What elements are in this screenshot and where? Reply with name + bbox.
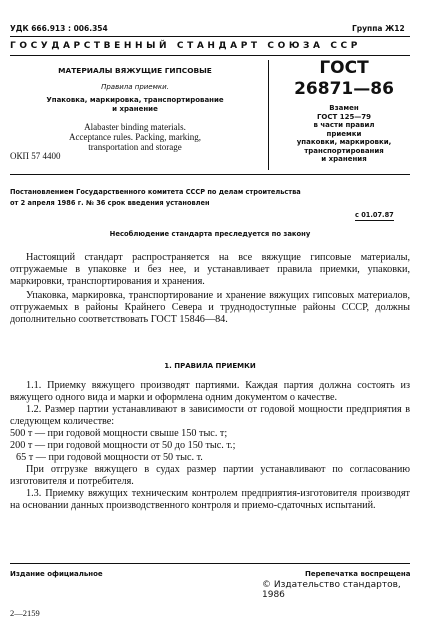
gost-replaces-5: упаковки, маркировки, <box>296 138 392 146</box>
clause-1-2-shipping: При отгрузке вяжущего в судах размер партии устанавливают по согласованию изготовителя и потребителя. <box>10 464 410 487</box>
list-item: 65 т — при годовой мощности от 50 тыс. т. <box>16 452 203 463</box>
intro-text <box>10 252 410 326</box>
decree-line-2: от 2 апреля 1986 г. № 36 срок введения установлен <box>10 199 210 207</box>
decree-date: с 01.07.87 <box>355 211 394 219</box>
gost-replaces-6: транспортирования <box>304 146 384 155</box>
decree-line-1: Постановлением Государственного комитета СССР по делам строительства <box>10 188 301 196</box>
page-mark: 2—2159 <box>10 608 40 618</box>
legal-notice: Несоблюдение стандарта преследуется по закону <box>109 230 311 238</box>
section-1-body <box>10 380 410 512</box>
gost-replaces-3: в части правил <box>313 121 375 129</box>
gost-replaces-1: Взамен <box>329 104 359 112</box>
copyright: © Издательство стандартов, 1986 <box>262 580 401 600</box>
standard-title: ГОСУДАРСТВЕННЫЙ СТАНДАРТ СОЮЗА ССР <box>10 41 361 51</box>
title-en-3: transportation and storage <box>88 142 182 152</box>
list-item: 500 т — при годовой мощности свыше 150 тыс. т; <box>10 428 228 439</box>
reprint-notice: Перепечатка воспрещена <box>305 570 411 578</box>
gost-divider <box>268 60 269 170</box>
udc-code: УДК 666.913 : 006.354 <box>10 24 108 33</box>
title-en-1: Alabaster binding materials. <box>84 122 186 132</box>
clause-1-3: 1.3. Приемку вяжущих техническим контролем предприятия-изготовителя производят на основании данных производственного контроля и приемо-сдаточных испытаний. <box>10 488 410 511</box>
header-rule-top <box>10 36 410 37</box>
header-rule-bottom <box>10 55 410 56</box>
gost-replaces-4: приемки <box>326 129 362 138</box>
footer-rule <box>10 563 410 564</box>
intro-paragraph-2: Упаковка, маркировка, транспортирование и хранение вяжущих гипсовых материалов, отгружаемых в районы Крайнего Севера и труднодоступные районы СССР, должны дополнительно соответствовать ГОСТ 15846—84. <box>10 290 410 325</box>
section-1-heading: 1. ПРАВИЛА ПРИЕМКИ <box>164 362 256 370</box>
subtitle-ru-2: Упаковка, маркировка, транспортирование <box>46 96 224 104</box>
gost-replaces-2: ГОСТ 125—79 <box>316 112 372 121</box>
group-code: Группа Ж12 <box>352 24 405 33</box>
okp-code: ОКП 57 4400 <box>10 151 61 161</box>
subtitle-ru-1: Правила приемки. <box>101 83 169 91</box>
clause-1-1: 1.1. Приемку вяжущего производят партиями. Каждая партия должна состоять из вяжущего одного вида и марки и оформлена одним документом о качестве. <box>10 380 410 403</box>
title-ru: МАТЕРИАЛЫ ВЯЖУЩИЕ ГИПСОВЫЕ <box>58 66 212 75</box>
gost-block <box>278 58 410 164</box>
title-en-2: Acceptance rules. Packing, marking, <box>69 132 201 142</box>
subtitle-ru-3: и хранение <box>112 105 158 113</box>
gost-replaces-7: и хранения <box>321 155 367 163</box>
gost-number: 26871—86 <box>294 79 394 99</box>
official-edition: Издание официальное <box>10 570 103 578</box>
title-rule <box>10 174 410 175</box>
intro-paragraph-1: Настоящий стандарт распространяется на все вяжущие гипсовые материалы, отгружаемые в упаковке и без нее, и устанавливает правила приемки, упаковки, маркировки, транспортирования и хранения. <box>10 252 410 287</box>
clause-1-2: 1.2. Размер партии устанавливают в зависимости от годовой мощности предприятия в следующем количестве: <box>10 404 410 427</box>
list-item: 200 т — при годовой мощности от 50 до 150 тыс. т.; <box>10 440 236 451</box>
title-block <box>10 66 260 152</box>
gost-label: ГОСТ <box>319 58 369 78</box>
